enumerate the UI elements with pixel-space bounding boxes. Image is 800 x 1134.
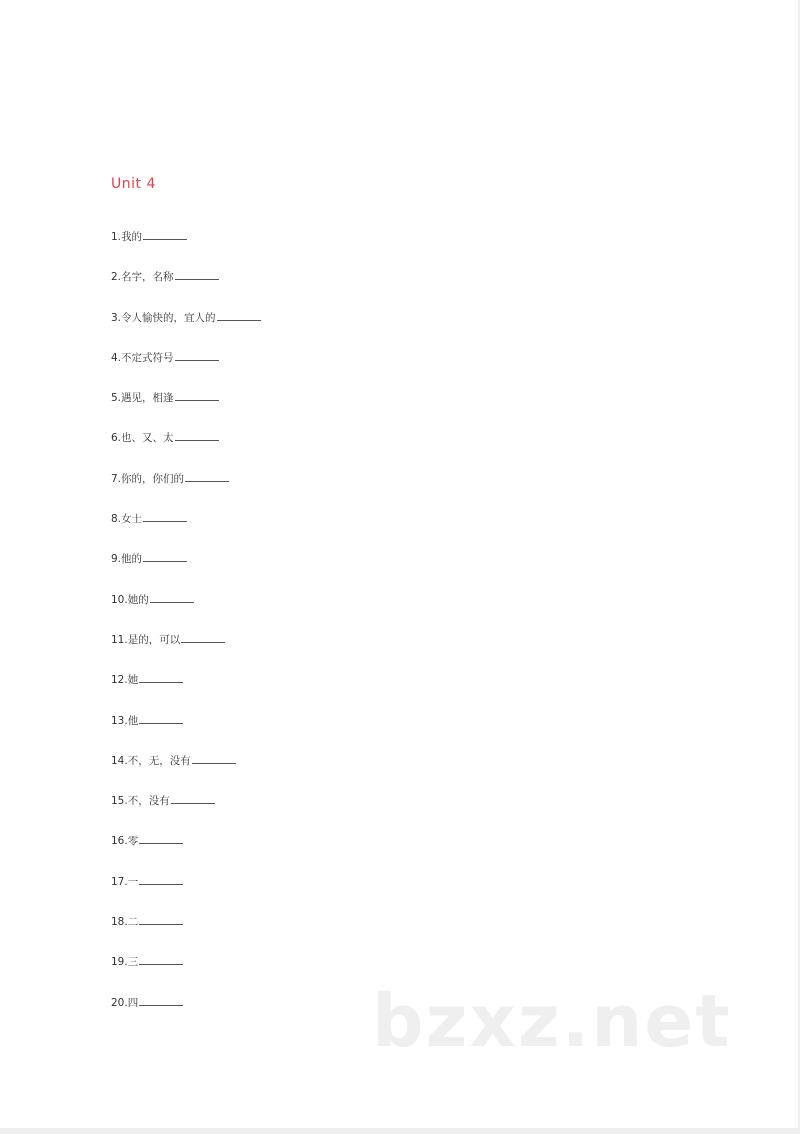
item-label: 11.是的，可以 (111, 633, 181, 646)
list-item (111, 430, 261, 470)
item-label: 16.零 (111, 835, 139, 848)
item-label: 3.令人愉快的，宜人的 (111, 311, 216, 324)
list-item (111, 753, 261, 793)
list-item (111, 471, 261, 511)
item-label: 19.三 (111, 956, 139, 969)
list-item (111, 995, 261, 1035)
answer-blank (175, 350, 219, 361)
answer-blank (143, 229, 187, 240)
list-item (111, 793, 261, 833)
answer-blank (150, 592, 194, 603)
item-label: 5.遇见，相逢 (111, 392, 174, 405)
item-label: 1.我的 (111, 231, 143, 243)
item-label: 18.二 (111, 916, 139, 929)
item-label: 6.也、又、太 (111, 432, 174, 445)
answer-blank (175, 430, 219, 441)
answer-blank (185, 471, 229, 482)
answer-blank (217, 310, 261, 321)
item-label: 20.四 (111, 996, 139, 1009)
answer-blank (139, 995, 183, 1006)
list-item (111, 350, 261, 390)
answer-blank (139, 833, 183, 844)
item-label: 10.她的 (111, 593, 149, 606)
list-item (111, 954, 261, 994)
item-label: 12.她 (111, 674, 139, 687)
answer-blank (175, 269, 219, 280)
list-item (111, 310, 261, 350)
answer-blank (192, 753, 236, 764)
answer-blank (181, 632, 225, 643)
vocabulary-list (111, 229, 261, 1035)
item-label: 15.不，没有 (111, 795, 170, 808)
list-item (111, 229, 261, 269)
list-item (111, 833, 261, 873)
list-item (111, 672, 261, 712)
answer-blank (171, 793, 215, 804)
answer-blank (139, 713, 183, 724)
item-label: 4.不定式符号 (111, 351, 174, 364)
list-item (111, 551, 261, 591)
list-item (111, 874, 261, 914)
item-label: 2.名字，名称 (111, 271, 174, 284)
answer-blank (139, 874, 183, 885)
item-label: 13.他 (111, 714, 139, 727)
list-item (111, 269, 261, 309)
answer-blank (139, 914, 183, 925)
item-label: 9.他的 (111, 553, 143, 566)
list-item (111, 390, 261, 430)
unit-title: Unit 4 (111, 176, 156, 192)
list-item (111, 592, 261, 632)
answer-blank (139, 954, 183, 965)
list-item (111, 914, 261, 954)
list-item (111, 632, 261, 672)
answer-blank (139, 672, 183, 683)
item-label: 17.一 (111, 875, 139, 888)
list-item (111, 511, 261, 551)
item-label: 14.不，无，没有 (111, 754, 191, 767)
list-item (111, 713, 261, 753)
answer-blank (143, 551, 187, 562)
item-label: 8.女士 (111, 513, 143, 526)
answer-blank (175, 390, 219, 401)
watermark-text: bzxz.net (372, 979, 732, 1063)
answer-blank (143, 511, 187, 522)
item-label: 7.你的，你们的 (111, 472, 185, 485)
